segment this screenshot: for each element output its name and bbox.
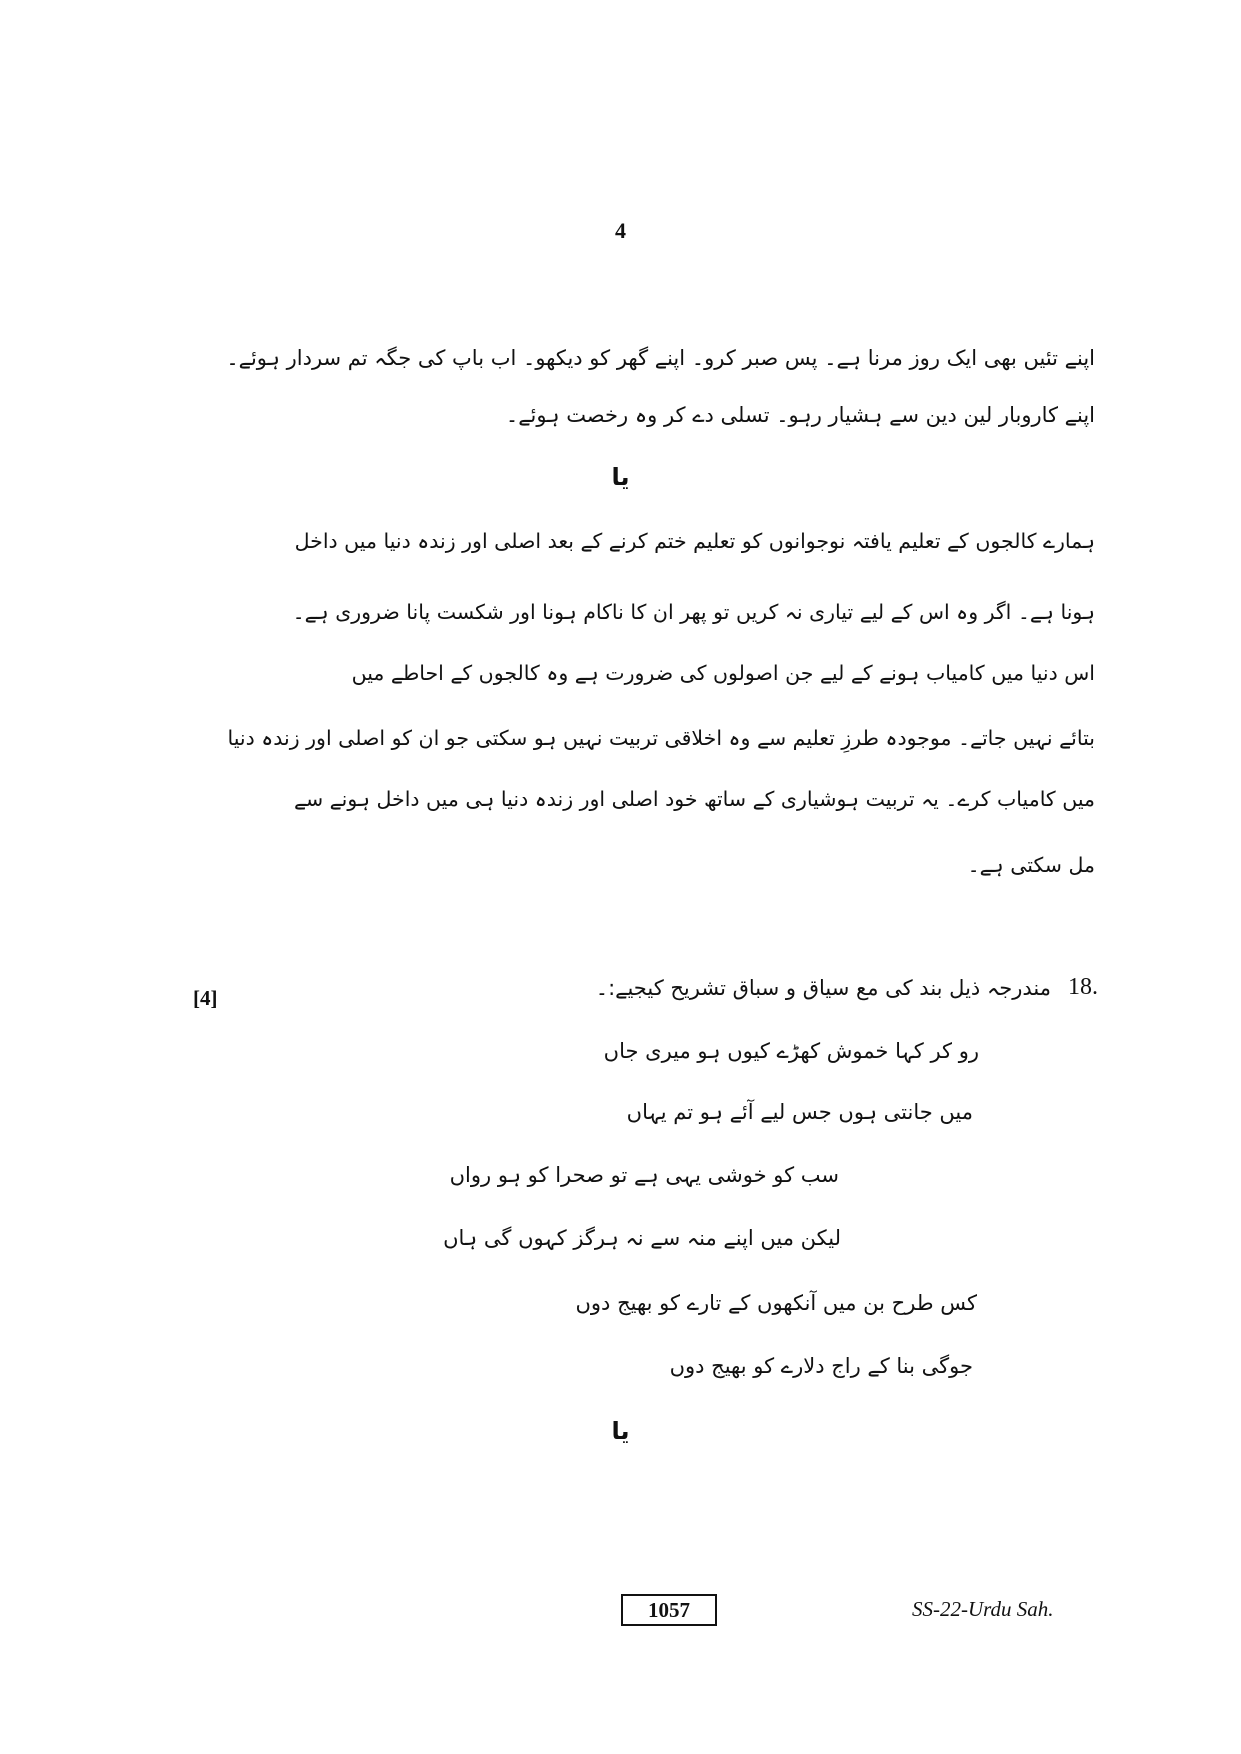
paper-code: SS-22-Urdu Sah.: [912, 1597, 1054, 1621]
verse-line-1: رو کر کہا خموش کھڑے کیوں ہو میری جاں: [603, 1039, 979, 1063]
prose-2-line-4: بتائے نہیں جاتے۔ موجودہ طرزِ تعلیم سے وہ اخلاقی تربیت نہیں ہو سکتی جو ان کو اصلی اور زندہ دنیا: [227, 726, 1095, 750]
paper-code-box: 1057: [621, 1594, 717, 1626]
question-instruction: مندرجہ ذیل بند کی مع سیاق و سباق تشریح کیجیے:۔: [595, 976, 1051, 1000]
verse-line-5: کس طرح بن میں آنکھوں کے تارے کو بھیج دوں: [575, 1291, 977, 1315]
verse-line-3: سب کو خوشی یہی ہے تو صحرا کو ہو رواں: [449, 1163, 839, 1187]
prose-2-line-2: ہونا ہے۔ اگر وہ اس کے لیے تیاری نہ کریں تو پھر ان کا ناکام ہونا اور شکست پانا ضروری ہے۔: [292, 600, 1095, 624]
prose-2-line-3: اس دنیا میں کامیاب ہونے کے لیے جن اصولوں کی ضرورت ہے وہ کالجوں کے احاطے میں: [351, 661, 1095, 685]
prose-2-line-6: مل سکتی ہے۔: [967, 853, 1095, 877]
or-label-1: یا: [611, 463, 630, 491]
verse-line-4: لیکن میں اپنے منہ سے نہ ہرگز کہوں گی ہاں: [443, 1226, 841, 1250]
verse-line-2: میں جانتی ہوں جس لیے آئے ہو تم یہاں: [626, 1100, 973, 1124]
question-number: 18.: [1068, 974, 1098, 1000]
prose-2-line-1: ہمارے کالجوں کے تعلیم یافتہ نوجوانوں کو تعلیم ختم کرنے کے بعد اصلی اور زندہ دنیا میں داخل: [294, 529, 1095, 553]
question-marks: [4]: [193, 986, 218, 1010]
page-number: 4: [615, 218, 626, 243]
or-label-2: یا: [611, 1417, 630, 1445]
prose-2-line-5: میں کامیاب کرے۔ یہ تربیت ہوشیاری کے ساتھ خود اصلی اور زندہ دنیا ہی میں داخل ہونے سے: [293, 787, 1095, 811]
prose-1-line-2: اپنے کاروبار لین دین سے ہشیار رہو۔ تسلی دے کر وہ رخصت ہوئے۔: [505, 403, 1095, 427]
verse-line-6: جوگی بنا کے راج دلارے کو بھیج دوں: [669, 1354, 973, 1378]
prose-1-line-1: اپنے تئیں بھی ایک روز مرنا ہے۔ پس صبر کرو۔ اپنے گھر کو دیکھو۔ اب باپ کی جگہ تم سردار ہوئے۔: [226, 346, 1095, 370]
